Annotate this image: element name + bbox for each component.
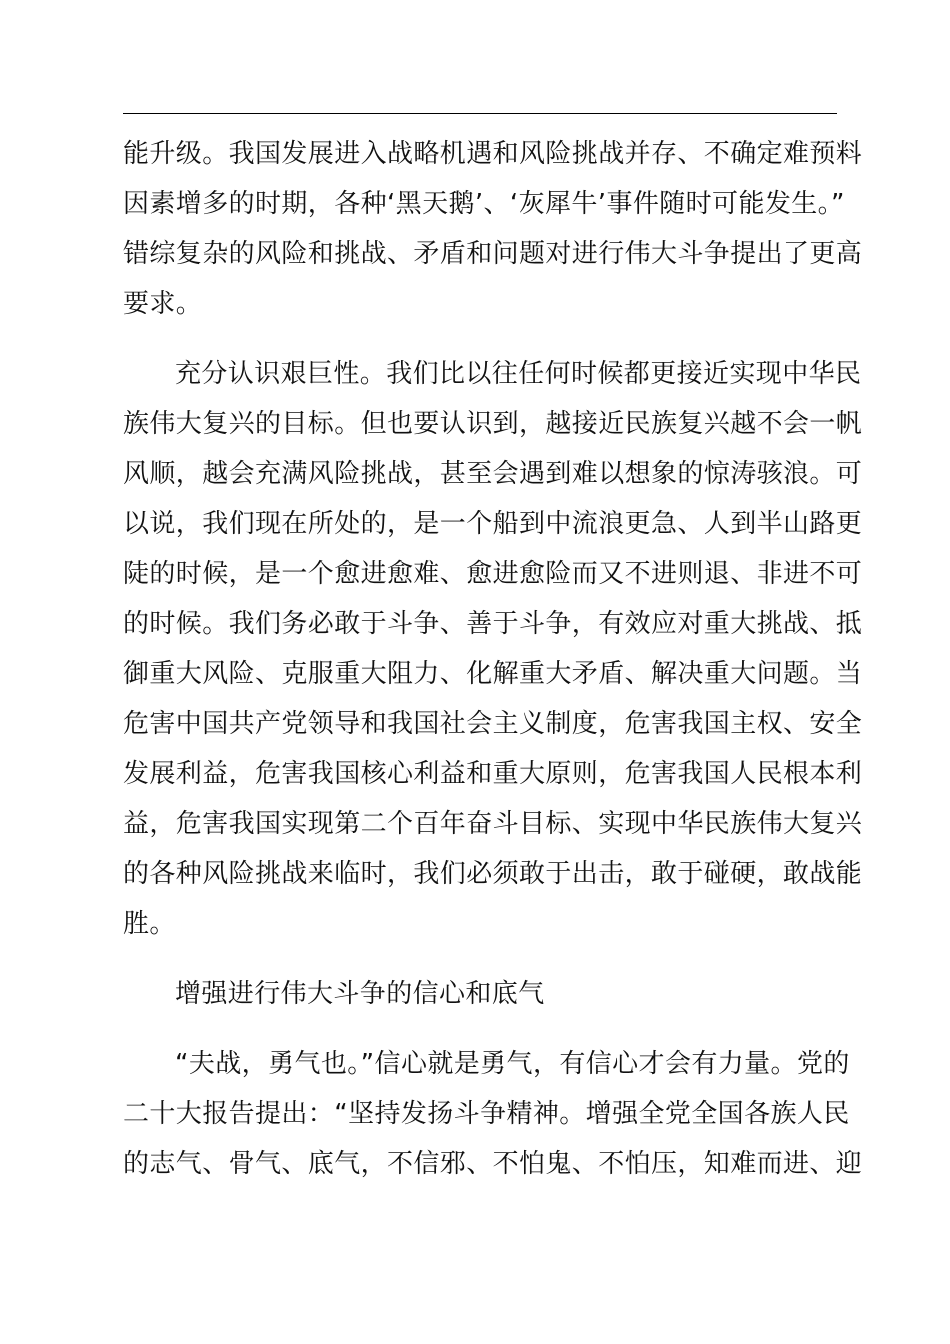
text-line: 胜。: [123, 909, 176, 939]
paragraph-spacer: [123, 949, 839, 969]
text-line: 族伟大复兴的目标。但也要认识到，越接近民族复兴越不会一帆: [123, 409, 863, 439]
text-line: 要求。: [123, 289, 203, 319]
header-rule: [123, 113, 837, 114]
document-body: [123, 129, 863, 1189]
text-line: 御重大风险、克服重大阻力、化解重大矛盾、解决重大问题。当: [123, 659, 863, 689]
paragraph-spacer: [123, 329, 839, 349]
text-line: 的志气、骨气、底气，不信邪、不怕鬼、不怕压，知难而进、迎: [123, 1149, 863, 1179]
text-line: 能升级。我国发展进入战略机遇和风险挑战并存、不确定难预料: [123, 139, 863, 169]
text-line: 危害中国共产党领导和我国社会主义制度，危害我国主权、安全: [123, 709, 863, 739]
text-line: 错综复杂的风险和挑战、矛盾和问题对进行伟大斗争提出了更高: [123, 239, 863, 269]
text-line: “夫战，勇气也。”信心就是勇气，有信心才会有力量。党的: [175, 1049, 850, 1079]
text-line: 风顺，越会充满风险挑战，甚至会遇到难以想象的惊涛骇浪。可: [123, 459, 863, 489]
text-line: 充分认识艰巨性。我们比以往任何时候都更接近实现中华民: [175, 359, 862, 389]
text-line: 二十大报告提出：“坚持发扬斗争精神。增强全党全国各族人民: [123, 1099, 850, 1129]
paragraph-2: [123, 349, 863, 949]
text-line: 陡的时候，是一个愈进愈难、愈进愈险而又不进则退、非进不可: [123, 559, 863, 589]
text-line: 因素增多的时期，各种‘黑天鹅’、‘灰犀牛’事件随时可能发生。”: [123, 189, 845, 219]
paragraph-spacer: [123, 1019, 839, 1039]
text-line: 以说，我们现在所处的，是一个船到中流浪更急、人到半山路更: [123, 509, 863, 539]
text-line: 的时候。我们务必敢于斗争、善于斗争，有效应对重大挑战、抵: [123, 609, 863, 639]
section-heading-text: 增强进行伟大斗争的信心和底气: [175, 979, 545, 1009]
paragraph-3: [123, 1039, 863, 1189]
text-line: 益，危害我国实现第二个百年奋斗目标、实现中华民族伟大复兴: [123, 809, 863, 839]
text-line: 发展利益，危害我国核心利益和重大原则，危害我国人民根本利: [123, 759, 863, 789]
text-line: 的各种风险挑战来临时，我们必须敢于出击，敢于碰硬，敢战能: [123, 859, 863, 889]
paragraph-1: [123, 129, 863, 329]
section-heading: [123, 969, 839, 1019]
